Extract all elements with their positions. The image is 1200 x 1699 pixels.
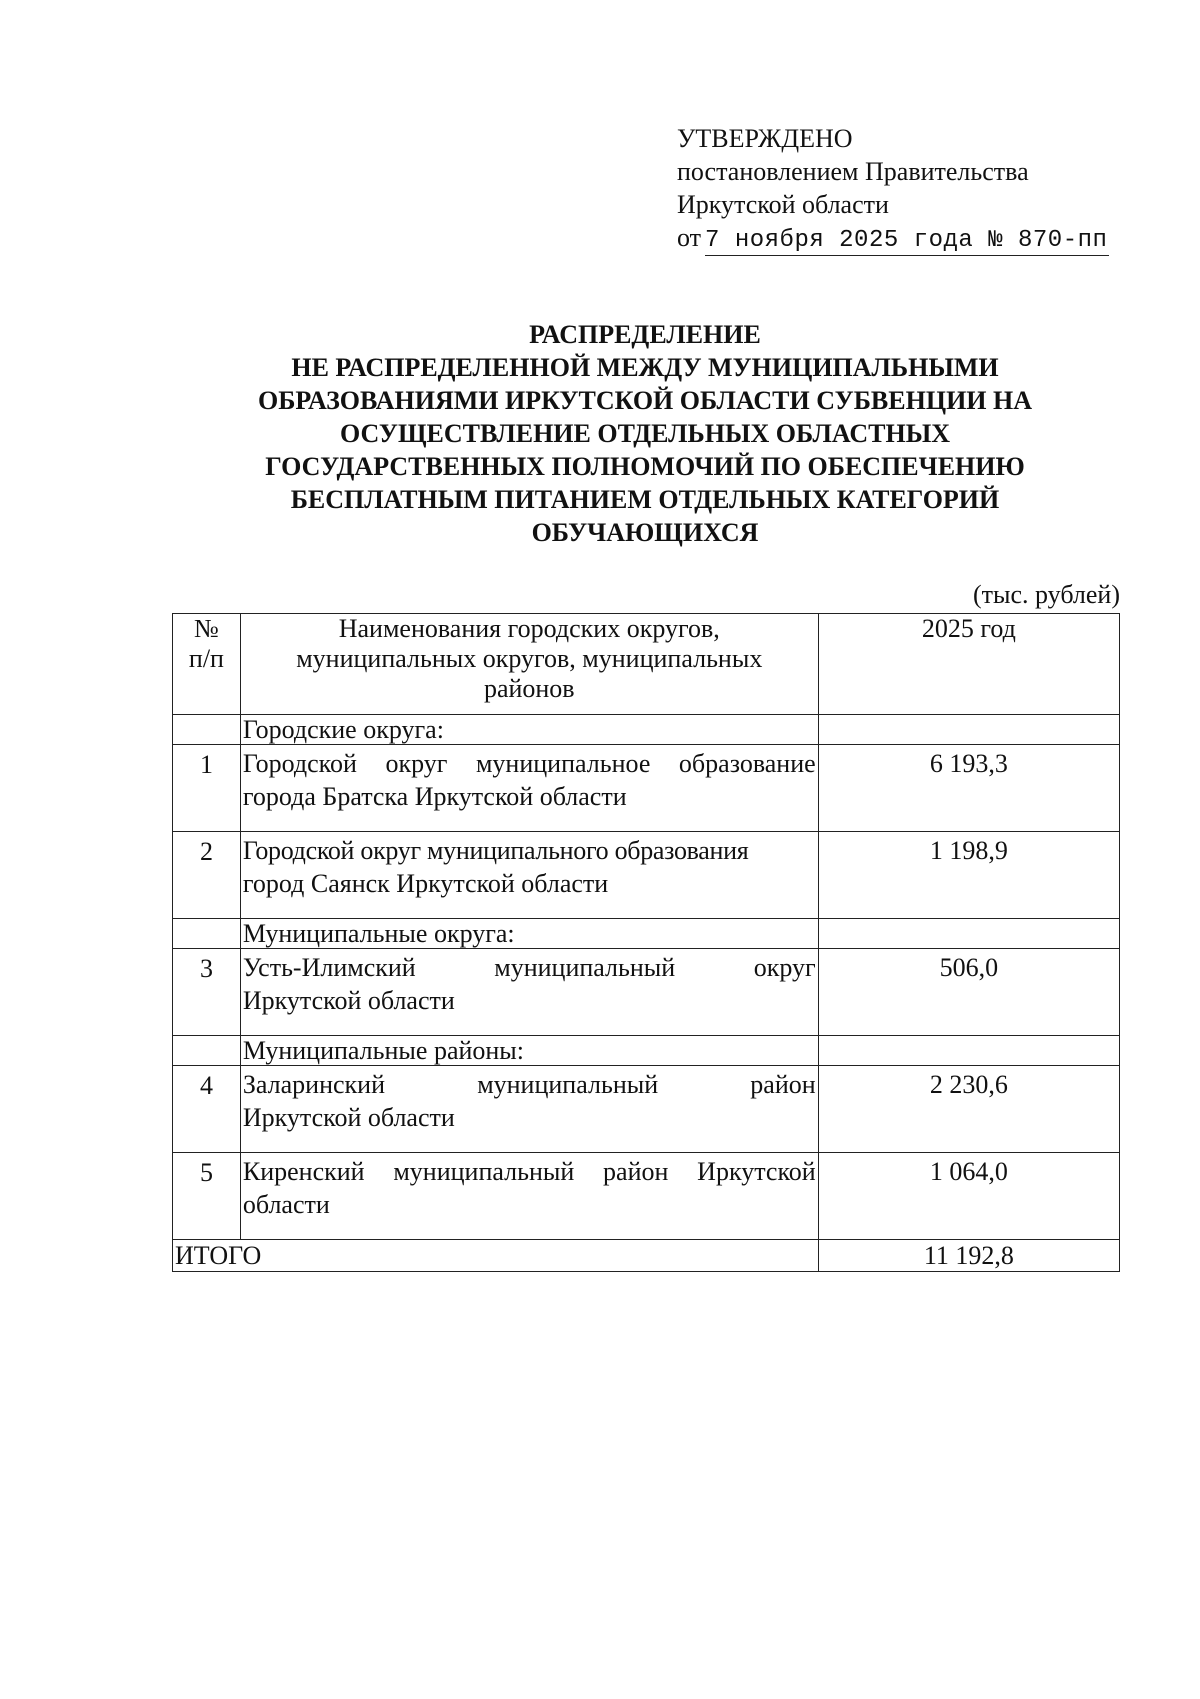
table-row [173, 832, 1120, 919]
row-name-line: Заларинский муниципальный район [242, 1070, 816, 1099]
row-name [240, 949, 818, 1036]
row-value: 2 230,6 [818, 1066, 1119, 1153]
title-line: ОСУЩЕСТВЛЕНИЕ ОТДЕЛЬНЫХ ОБЛАСТНЫХ [339, 419, 951, 448]
row-value: 6 193,3 [818, 745, 1119, 832]
row-name-line: Усть-Илимский муниципальный округ [242, 953, 816, 982]
row-name [240, 745, 818, 832]
approval-heading: УТВЕРЖДЕНО [677, 124, 853, 153]
header-name-line: Наименования городских округов, [338, 614, 720, 643]
row-number: 3 [173, 949, 241, 1036]
table-row [173, 745, 1120, 832]
group-label: Городские округа: [240, 715, 818, 745]
header-year-cell: 2025 год [818, 614, 1119, 715]
approval-decree-line: постановлением Правительства [677, 157, 1029, 186]
approval-date-prefix: от [677, 223, 702, 252]
title-line: ГОСУДАРСТВЕННЫХ ПОЛНОМОЧИЙ ПО ОБЕСПЕЧЕНИЮ [265, 452, 1025, 481]
table-row [173, 1153, 1120, 1240]
row-value: 506,0 [818, 949, 1119, 1036]
document-title [170, 318, 1120, 549]
units-label: (тыс. рублей) [972, 580, 1120, 609]
row-name-line: Городской округ муниципальное образование [242, 749, 816, 778]
row-name-line: Иркутской области [242, 1103, 455, 1132]
row-name-line: город Саянск Иркутской области [242, 869, 609, 898]
approval-stamp [677, 122, 1109, 256]
title-line: ОБРАЗОВАНИЯМИ ИРКУТСКОЙ ОБЛАСТИ СУБВЕНЦИИ НА [257, 386, 1033, 415]
row-number: 5 [173, 1153, 241, 1240]
header-name-line: муниципальных округов, муниципальных [296, 644, 763, 673]
total-label: ИТОГО [173, 1240, 819, 1272]
title-line: ОБУЧАЮЩИХСЯ [531, 518, 759, 547]
row-number: 1 [173, 745, 241, 832]
title-line: НЕ РАСПРЕДЕЛЕННОЙ МЕЖДУ МУНИЦИПАЛЬНЫМИ [291, 353, 999, 382]
table-header-row [173, 614, 1120, 715]
row-name [240, 1153, 818, 1240]
row-number: 2 [173, 832, 241, 919]
header-name-cell [240, 614, 818, 715]
total-value: 11 192,8 [818, 1240, 1119, 1272]
approval-region-line: Иркутской области [677, 190, 889, 219]
approval-date-line [677, 221, 1109, 256]
row-number: 4 [173, 1066, 241, 1153]
row-name [240, 1066, 818, 1153]
group-row [173, 919, 1120, 949]
row-value: 1 064,0 [818, 1153, 1119, 1240]
header-number-cell [173, 614, 241, 715]
distribution-table [172, 613, 1120, 1272]
table-row [173, 949, 1120, 1036]
header-name-line: районов [483, 674, 575, 703]
row-name-line: Киренский муниципальный район Иркутской [242, 1157, 816, 1186]
row-name-line: Иркутской области [242, 986, 455, 1015]
header-number-abbr: п/п [188, 644, 224, 673]
title-line: БЕСПЛАТНЫМ ПИТАНИЕМ ОТДЕЛЬНЫХ КАТЕГОРИЙ [290, 485, 1000, 514]
group-row [173, 1036, 1120, 1066]
row-name-line: Городской округ муниципального образования [242, 836, 749, 865]
group-row [173, 715, 1120, 745]
total-row [173, 1240, 1120, 1272]
approval-date-number: 7 ноября 2025 года № 870-пп [705, 227, 1108, 254]
row-name-line: города Братска Иркутской области [242, 782, 627, 811]
title-line: РАСПРЕДЕЛЕНИЕ [529, 320, 761, 349]
group-label: Муниципальные районы: [240, 1036, 818, 1066]
row-value: 1 198,9 [818, 832, 1119, 919]
group-label: Муниципальные округа: [240, 919, 818, 949]
row-name-line: области [242, 1190, 330, 1219]
table-row [173, 1066, 1120, 1153]
row-name [240, 832, 818, 919]
header-number-sign: № [194, 614, 219, 643]
